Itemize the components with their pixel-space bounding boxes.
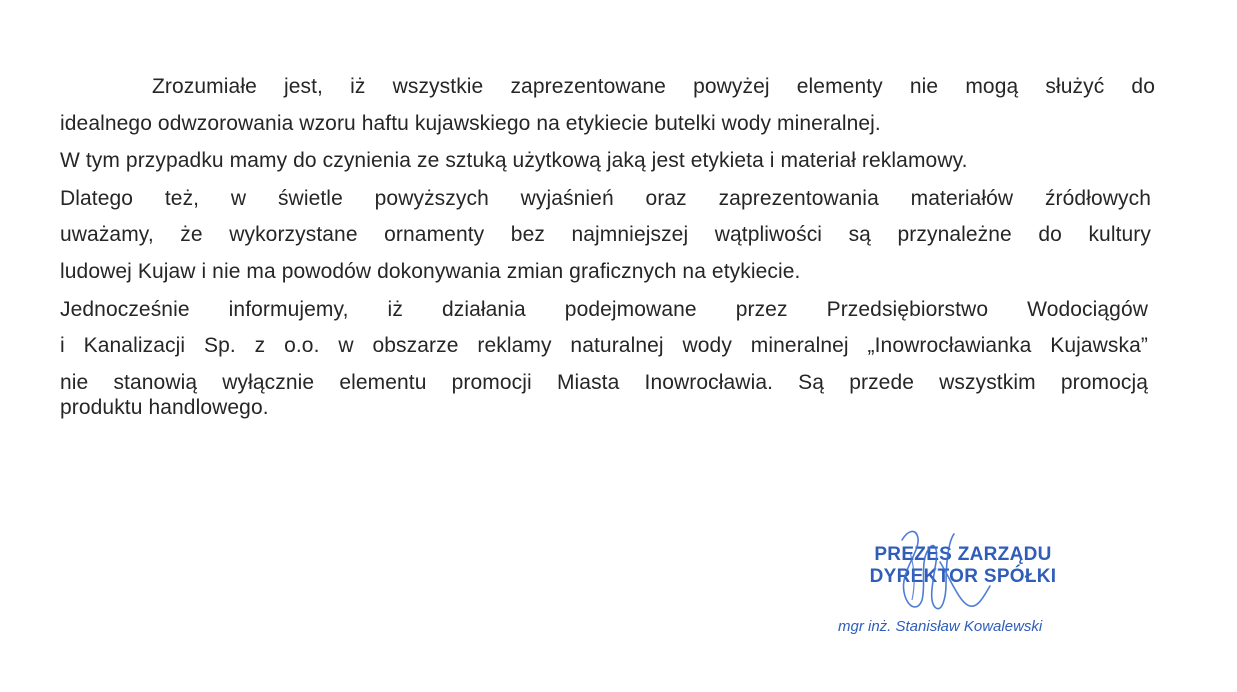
paragraph-1-line-1: Zrozumiałe jest, iż wszystkie zaprezentowane powyżej elementy nie mogą służyć do: [152, 75, 1155, 98]
paragraph-3-line-2: uważamy, że wykorzystane ornamenty bez najmniejszej wątpliwości są przynależne do kultury: [60, 223, 1151, 246]
signer-name: mgr inż. Stanisław Kowalewski: [838, 618, 1043, 635]
stamp-line-president: PREZES ZARZĄDU: [874, 544, 1052, 565]
paragraph-3-line-1: Dlatego też, w świetle powyższych wyjaśnień oraz zaprezentowania materiałów źródłowych: [60, 187, 1151, 210]
paragraph-4-line-2: i Kanalizacji Sp. z o.o. w obszarze reklamy naturalnej wody mineralnej „Inowrocławianka Kujawska”: [60, 334, 1148, 357]
paragraph-4-line-4: produktu handlowego.: [60, 396, 269, 419]
paragraph-4-line-3: nie stanowią wyłącznie elementu promocji Miasta Inowrocławia. Są przede wszystkim promocją: [60, 371, 1148, 394]
paragraph-4-line-1: Jednocześnie informujemy, iż działania podejmowane przez Przedsiębiorstwo Wodociągów: [60, 298, 1148, 321]
paragraph-3-line-3: ludowej Kujaw i nie ma powodów dokonywania zmian graficznych na etykiecie.: [60, 260, 801, 283]
handwritten-signature-icon: [880, 522, 1010, 622]
paragraph-2-line-1: W tym przypadku mamy do czynienia ze sztuką użytkową jaką jest etykieta i materiał reklamowy.: [60, 149, 968, 172]
stamp-line-director: DYREKTOR SPÓŁKI: [869, 566, 1057, 587]
paragraph-1-line-2: idealnego odwzorowania wzoru haftu kujawskiego na etykiecie butelki wody mineralnej.: [60, 112, 881, 135]
